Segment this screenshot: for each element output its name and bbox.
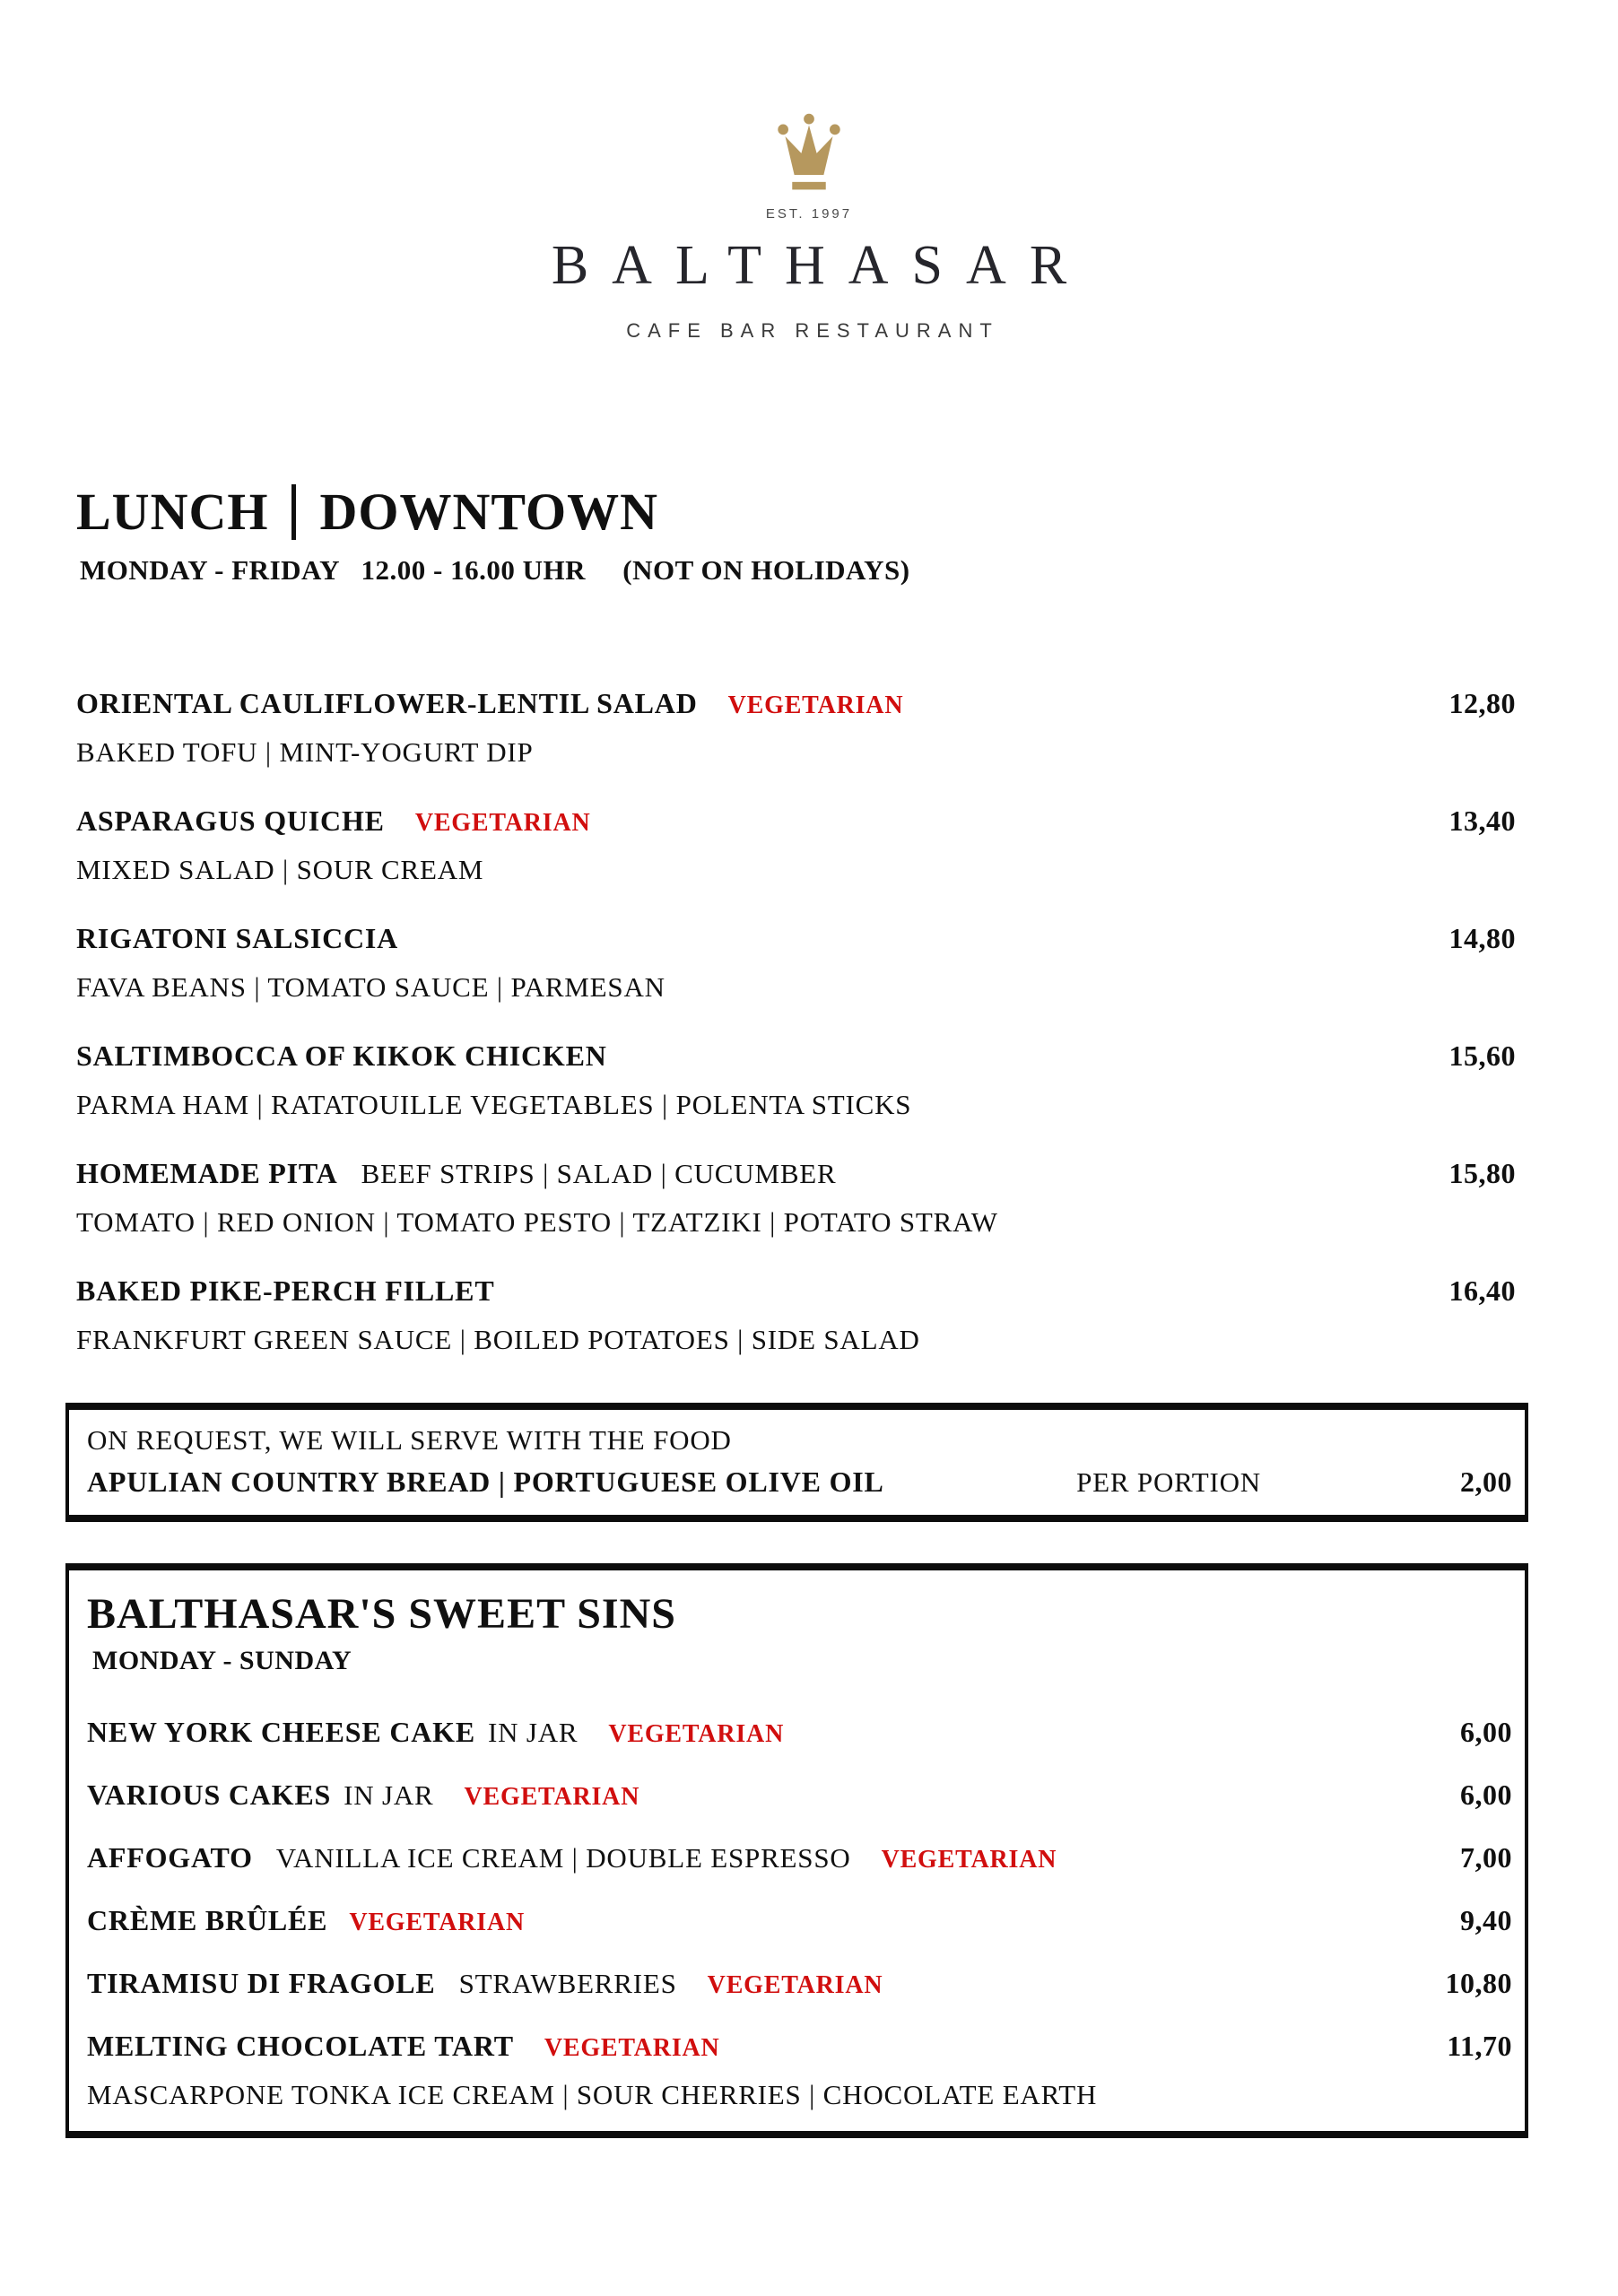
item-extra-text: IN JAR — [344, 1779, 434, 1812]
item-description: FAVA BEANS | TOMATO SAUCE | PARMESAN — [76, 971, 665, 1003]
item-description: MASCARPONE TONKA ICE CREAM | SOUR CHERRIES | CHOCOLATE EARTH — [87, 2079, 1098, 2111]
item-name: ORIENTAL CAULIFLOWER-LENTIL SALAD — [76, 687, 698, 719]
menu-item-ny-cheesecake — [87, 1716, 1512, 1749]
item-title-row — [76, 922, 1516, 955]
item-price: 13,40 — [1448, 804, 1516, 837]
bread-unit-label: PER PORTION — [1076, 1466, 1261, 1498]
established-text: EST. 1997 — [765, 206, 853, 222]
menu-item-rigatoni-salsiccia — [76, 922, 1516, 1004]
lunch-title-left: LUNCH — [76, 483, 269, 541]
item-title-row — [87, 1967, 1512, 2000]
item-name: ASPARAGUS QUICHE — [76, 804, 385, 837]
restaurant-logo — [0, 0, 1618, 343]
item-description: BAKED TOFU | MINT-YOGURT DIP — [76, 736, 534, 768]
vegetarian-tag: VEGETARIAN — [544, 2034, 720, 2063]
item-title-row — [87, 1779, 1512, 1812]
item-extra-text: STRAWBERRIES — [458, 1968, 677, 2000]
bread-note-box — [65, 1403, 1528, 1522]
lunch-section — [76, 484, 1516, 1356]
item-description: MIXED SALAD | SOUR CREAM — [76, 854, 484, 885]
sweets-item-list — [87, 1716, 1512, 2111]
item-name: AFFOGATO — [87, 1841, 253, 1874]
item-price: 15,60 — [1448, 1039, 1516, 1072]
menu-item-asparagus-quiche — [76, 804, 1516, 886]
lunch-item-list — [76, 687, 1516, 1356]
item-name: SALTIMBOCCA OF KIKOK CHICKEN — [76, 1039, 607, 1072]
item-name: VARIOUS CAKES — [87, 1779, 332, 1812]
sweets-section-title: BALTHASAR'S SWEET SINS — [87, 1590, 676, 1638]
bread-item-name: APULIAN COUNTRY BREAD | PORTUGUESE OLIVE OIL — [87, 1465, 884, 1498]
item-name: RIGATONI SALSICCIA — [76, 922, 399, 954]
vegetarian-tag: VEGETARIAN — [349, 1909, 526, 1937]
item-title-row — [76, 1157, 1516, 1190]
vegetarian-tag: VEGETARIAN — [608, 1720, 785, 1749]
menu-item-cauliflower-salad — [76, 687, 1516, 769]
item-title-row — [76, 687, 1516, 720]
item-title-row — [87, 1841, 1512, 1874]
item-price: 6,00 — [1460, 1779, 1512, 1812]
menu-item-affogato — [87, 1841, 1512, 1874]
item-title-row — [87, 2030, 1512, 2063]
vegetarian-tag: VEGETARIAN — [707, 1971, 883, 2000]
item-name: CRÈME BRÛLÉE — [87, 1904, 328, 1937]
item-description: PARMA HAM | RATATOUILLE VEGETABLES | POLENTA STICKS — [76, 1089, 912, 1120]
item-extra-text: VANILLA ICE CREAM | DOUBLE ESPRESSO — [275, 1842, 851, 1874]
item-price: 15,80 — [1448, 1157, 1516, 1189]
item-price: 14,80 — [1448, 922, 1516, 954]
item-price: 12,80 — [1448, 687, 1516, 719]
item-description: FRANKFURT GREEN SAUCE | BOILED POTATOES | SIDE SALAD — [76, 1324, 920, 1355]
restaurant-tagline: CAFE BAR RESTAURANT — [626, 319, 999, 342]
item-price: 9,40 — [1460, 1904, 1512, 1937]
menu-item-pike-perch — [76, 1274, 1516, 1356]
item-name: BAKED PIKE-PERCH FILLET — [76, 1274, 495, 1307]
item-price: 16,40 — [1448, 1274, 1516, 1307]
item-title-row — [87, 1904, 1512, 1937]
crown-icon — [0, 113, 1618, 199]
bread-note-text: ON REQUEST, WE WILL SERVE WITH THE FOOD — [87, 1424, 732, 1456]
vegetarian-tag: VEGETARIAN — [727, 691, 904, 719]
item-price: 10,80 — [1445, 1967, 1512, 2000]
item-title-row — [76, 804, 1516, 838]
item-extra-text: BEEF STRIPS | SALAD | CUCUMBER — [361, 1158, 837, 1189]
item-title-row — [76, 1274, 1516, 1308]
bread-note-row — [87, 1465, 1512, 1499]
vegetarian-tag: VEGETARIAN — [881, 1846, 1057, 1874]
menu-item-saltimbocca-chicken — [76, 1039, 1516, 1121]
item-price: 11,70 — [1447, 2030, 1512, 2063]
sweets-days: MONDAY - SUNDAY — [92, 1646, 352, 1676]
lunch-section-title — [76, 484, 1516, 540]
lunch-hours: MONDAY - FRIDAY 12.00 - 16.00 UHR (NOT ON HOLIDAYS) — [80, 554, 910, 586]
item-name: MELTING CHOCOLATE TART — [87, 2030, 514, 2063]
item-price: 6,00 — [1460, 1716, 1512, 1749]
restaurant-name: BALTHASAR — [551, 235, 1091, 296]
item-title-row — [76, 1039, 1516, 1073]
item-title-row — [87, 1716, 1512, 1749]
menu-item-creme-brulee — [87, 1904, 1512, 1937]
menu-item-homemade-pita — [76, 1157, 1516, 1239]
item-price: 7,00 — [1460, 1841, 1512, 1874]
vegetarian-tag: VEGETARIAN — [414, 809, 591, 837]
lunch-title-right: DOWNTOWN — [319, 483, 658, 541]
item-description: TOMATO | RED ONION | TOMATO PESTO | TZATZIKI | POTATO STRAW — [76, 1206, 998, 1238]
title-divider — [291, 484, 296, 540]
menu-item-various-cakes — [87, 1779, 1512, 1812]
bread-price: 2,00 — [1460, 1465, 1512, 1498]
item-name: TIRAMISU DI FRAGOLE — [87, 1967, 436, 2000]
item-extra-text: IN JAR — [487, 1717, 578, 1749]
menu-item-tiramisu — [87, 1967, 1512, 2000]
menu-item-chocolate-tart — [87, 2030, 1512, 2111]
menu-content — [0, 484, 1618, 2138]
item-name: HOMEMADE PITA — [76, 1157, 338, 1189]
vegetarian-tag: VEGETARIAN — [464, 1783, 640, 1812]
item-name: NEW YORK CHEESE CAKE — [87, 1716, 475, 1749]
sweets-section — [65, 1563, 1528, 2138]
